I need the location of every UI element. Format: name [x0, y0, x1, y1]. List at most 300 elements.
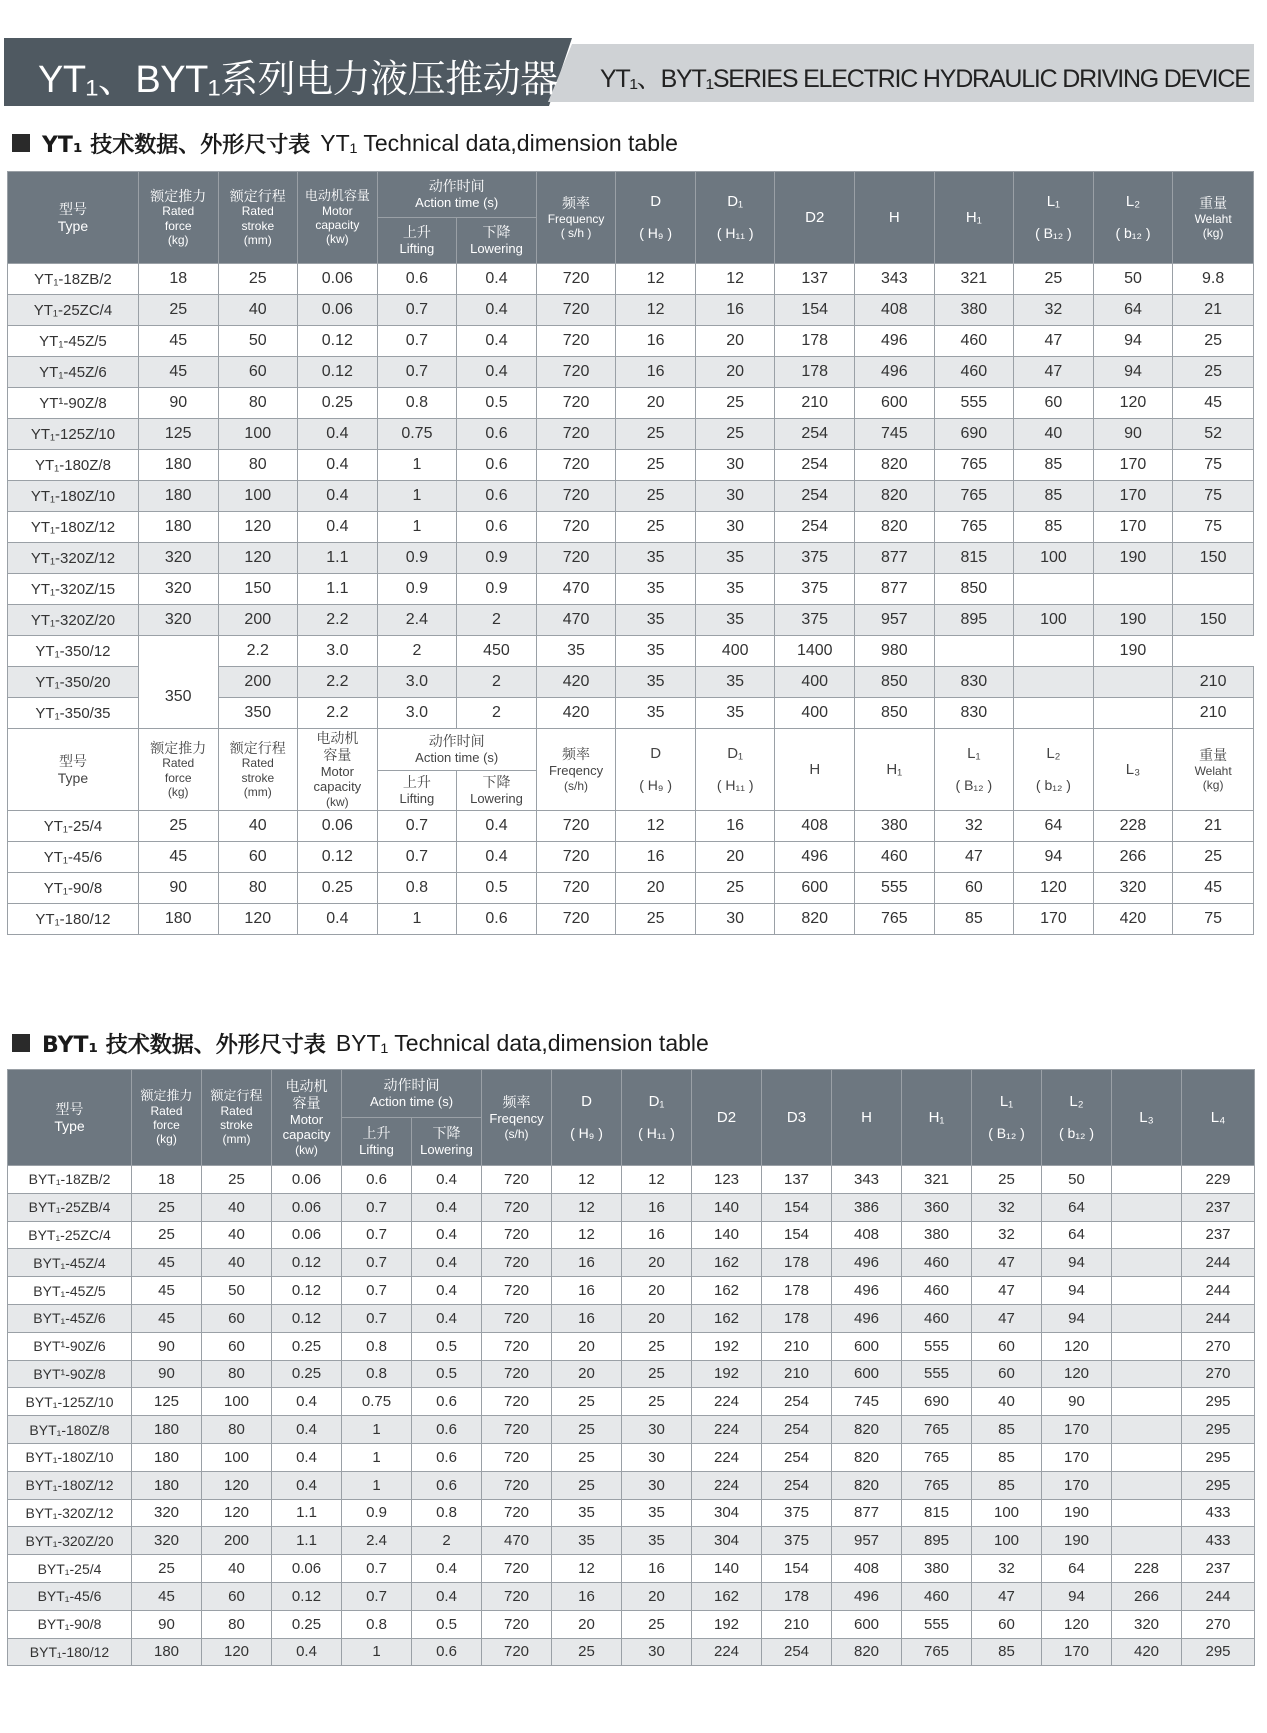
model-cell: YT₁-45Z/5 [8, 326, 139, 357]
hdr-tol: ( b₁₂ ) [1115, 225, 1151, 242]
hdr-tol: ( b₁₂ ) [1058, 1125, 1095, 1142]
hdr-sym: D2 [805, 208, 825, 226]
hdr-tol: ( B₁₂ ) [955, 777, 993, 794]
table-cell: 50 [1093, 264, 1173, 295]
table-cell: 64 [1042, 1221, 1112, 1249]
table-cell: 460 [902, 1249, 972, 1277]
table-cell: 25 [622, 1388, 692, 1416]
table-cell: 850 [855, 698, 935, 729]
table-cell: 0.06 [298, 295, 378, 326]
table-cell [1014, 667, 1094, 698]
table-cell: 150 [1173, 605, 1254, 636]
table-cell: 170 [1014, 904, 1094, 935]
hdr-tol: ( B₁₂ ) [1035, 225, 1072, 242]
hdr-unit: (mm) [243, 785, 272, 800]
table-cell: 720 [536, 873, 616, 904]
table-cell: 0.4 [272, 1388, 342, 1416]
hdr-tol: ( H₁₁ ) [638, 1125, 675, 1142]
yt-technical-table [7, 171, 1254, 935]
table-cell: 12 [616, 811, 696, 842]
table-cell: 0.7 [377, 295, 457, 326]
header-l2 [1042, 1070, 1112, 1166]
hdr-cn: 额定行程 [229, 187, 286, 204]
table-row [8, 1304, 1255, 1332]
yt-header2-row [8, 729, 1254, 771]
table-cell: 1 [377, 904, 457, 935]
table-cell: 720 [536, 357, 616, 388]
table-cell: 180 [132, 1416, 202, 1444]
table-row [8, 264, 1254, 295]
table-cell: 765 [902, 1471, 972, 1499]
table-cell: 2 [377, 636, 457, 667]
hdr-cn: 动作时间 [383, 1077, 440, 1094]
hdr-cn: 频率 [562, 746, 591, 763]
table-cell: 254 [775, 481, 855, 512]
table-cell: 180 [132, 1638, 202, 1666]
table-cell: 2.4 [342, 1527, 412, 1555]
table-cell: 40 [202, 1221, 272, 1249]
table-cell: 765 [855, 904, 935, 935]
table-cell: 0.9 [377, 543, 457, 574]
table-cell: 0.4 [457, 811, 537, 842]
table-cell: 254 [775, 512, 855, 543]
table-cell: 75 [1173, 450, 1254, 481]
table-cell: 600 [775, 873, 855, 904]
byt-heading-cn: BYT₁ 技术数据、外形尺寸表 [42, 1032, 326, 1058]
table-row [8, 636, 1254, 667]
table-cell: 30 [622, 1416, 692, 1444]
table-cell: 224 [692, 1416, 762, 1444]
hdr-en: Motor [322, 203, 353, 218]
table-cell: 200 [202, 1527, 272, 1555]
table-cell [1112, 1193, 1182, 1221]
table-cell: 765 [934, 450, 1014, 481]
model-cell: YT₁-90/8 [8, 873, 139, 904]
table-cell: 420 [1093, 904, 1173, 935]
table-row [8, 1638, 1255, 1666]
table-cell: 25 [552, 1638, 622, 1666]
table-cell: 12 [622, 1166, 692, 1194]
table-cell: 180 [138, 450, 218, 481]
table-cell: 20 [695, 326, 775, 357]
hdr-type-cn: 型号 [58, 200, 87, 217]
table-cell: 820 [775, 904, 855, 935]
byt-technical-table [7, 1069, 1255, 1666]
table-row [8, 605, 1254, 636]
square-bullet-icon [12, 1034, 30, 1052]
table-cell: 25 [132, 1555, 202, 1583]
table-cell: 35 [695, 698, 775, 729]
table-row [8, 326, 1254, 357]
table-cell: 180 [138, 481, 218, 512]
table-cell: 320 [138, 605, 218, 636]
table-cell: 45 [138, 357, 218, 388]
table-cell: 25 [132, 1221, 202, 1249]
table-cell: 496 [832, 1249, 902, 1277]
table-cell: 210 [762, 1332, 832, 1360]
table-cell: 600 [855, 388, 935, 419]
table-cell: 0.9 [457, 543, 537, 574]
table-cell: 765 [902, 1416, 972, 1444]
table-cell: 0.06 [272, 1166, 342, 1194]
table-cell: 30 [622, 1638, 692, 1666]
table-cell: 64 [1093, 295, 1173, 326]
table-cell: 25 [138, 295, 218, 326]
model-cell: BYT₁-45/6 [8, 1582, 132, 1610]
table-cell: 180 [132, 1443, 202, 1471]
table-cell: 350 [218, 698, 298, 729]
table-cell: 35 [552, 1527, 622, 1555]
table-cell [1112, 1277, 1182, 1305]
table-cell: 0.7 [377, 326, 457, 357]
table-cell: 270 [1182, 1332, 1255, 1360]
table-cell: 75 [1173, 481, 1254, 512]
table-cell: 40 [218, 295, 298, 326]
table-cell: 32 [972, 1221, 1042, 1249]
table-cell: 25 [695, 388, 775, 419]
table-cell: 35 [622, 1499, 692, 1527]
table-cell: 895 [902, 1527, 972, 1555]
table-cell: 228 [1112, 1555, 1182, 1583]
table-cell: 120 [1093, 388, 1173, 419]
table-cell [1112, 1527, 1182, 1555]
table-cell: 30 [695, 450, 775, 481]
table-cell: 200 [218, 667, 298, 698]
hdr-sym: L₂ [1125, 192, 1141, 210]
hdr-en: capacity [313, 779, 362, 795]
table-cell: 0.75 [377, 419, 457, 450]
table-cell: 190 [1093, 543, 1173, 574]
table-cell: 0.12 [272, 1304, 342, 1332]
table-cell: 0.6 [412, 1638, 482, 1666]
table-cell: 830 [934, 698, 1014, 729]
table-cell: 0.7 [377, 842, 457, 873]
table-cell: 408 [832, 1221, 902, 1249]
model-cell: BYT¹-90Z/6 [8, 1332, 132, 1360]
table-cell: 0.6 [342, 1166, 412, 1194]
hdr-unit: (kg) [167, 785, 189, 800]
table-cell: 0.4 [412, 1277, 482, 1305]
header-frequency [536, 172, 616, 264]
hdr-en: stroke [241, 770, 275, 785]
table-cell: 60 [972, 1610, 1042, 1638]
hdr-sym: D₁ [648, 1092, 665, 1110]
table-cell: 85 [972, 1471, 1042, 1499]
table-cell: 0.8 [412, 1499, 482, 1527]
table-cell: 0.6 [412, 1416, 482, 1444]
table-cell: 0.25 [272, 1332, 342, 1360]
hdr-en: Action time (s) [415, 750, 499, 766]
table-cell: 237 [1182, 1555, 1255, 1583]
table-cell: 25 [616, 419, 696, 450]
table-cell: 140 [692, 1193, 762, 1221]
table-cell: 2.2 [298, 605, 378, 636]
hdr-unit: (kw) [295, 1142, 318, 1157]
table-cell: 190 [1093, 605, 1173, 636]
table-cell: 343 [832, 1166, 902, 1194]
hdr-en: stroke [220, 1118, 253, 1133]
table-cell: 496 [855, 326, 935, 357]
table-cell: 178 [762, 1249, 832, 1277]
hdr-en: Type [57, 769, 89, 786]
banner-subtitle: YT₁、BYT₁SERIES ELECTRIC HYDRAULIC DRIVING DEVICE [600, 65, 1250, 93]
hdr-en: Rated [162, 756, 195, 771]
table-cell: 125 [138, 419, 218, 450]
table-cell: 90 [138, 388, 218, 419]
table-cell: 20 [552, 1332, 622, 1360]
table-cell: 400 [775, 667, 855, 698]
table-cell [1112, 1166, 1182, 1194]
table-cell: 295 [1182, 1471, 1255, 1499]
hdr-cn: 额定推力 [150, 739, 207, 756]
header-lowering [412, 1118, 482, 1166]
model-cell: YT₁-180/12 [8, 904, 139, 935]
hdr-en: Rated [162, 204, 195, 219]
table-row [8, 1360, 1255, 1388]
hdr-tol: ( H₁₁ ) [716, 225, 754, 242]
table-cell: 94 [1042, 1277, 1112, 1305]
table-cell: 47 [1014, 326, 1094, 357]
hdr-cn: 下降 [482, 774, 511, 791]
table-cell: 830 [934, 667, 1014, 698]
table-cell: 0.12 [298, 842, 378, 873]
table-cell: 25 [1014, 264, 1094, 295]
hdr-cn: 动作时间 [428, 733, 485, 750]
hdr-sym: L₁ [999, 1092, 1014, 1110]
table-cell: 50 [202, 1277, 272, 1305]
table-cell: 460 [902, 1277, 972, 1305]
header-lifting [377, 218, 457, 264]
table-cell: 0.25 [298, 388, 378, 419]
model-cell: YT₁-45Z/6 [8, 357, 139, 388]
table-cell: 408 [775, 811, 855, 842]
table-cell: 45 [132, 1249, 202, 1277]
table-cell: 16 [552, 1304, 622, 1332]
table-cell: 40 [202, 1249, 272, 1277]
table-cell: 35 [536, 636, 616, 667]
table-cell: 60 [202, 1582, 272, 1610]
hdr-cn: 频率 [562, 194, 591, 211]
table-cell: 0.8 [342, 1610, 412, 1638]
table-cell: 45 [138, 326, 218, 357]
table-cell: 60 [218, 357, 298, 388]
table-row [8, 543, 1254, 574]
table-cell: 25 [1173, 326, 1254, 357]
table-cell: 47 [1014, 357, 1094, 388]
table-cell: 254 [762, 1471, 832, 1499]
table-cell: 25 [622, 1332, 692, 1360]
table-cell: 120 [1042, 1610, 1112, 1638]
table-cell: 0.75 [342, 1388, 412, 1416]
table-cell: 12 [616, 264, 696, 295]
hdr-sym: L₃ [1139, 1108, 1154, 1126]
table-cell: 12 [552, 1555, 622, 1583]
table-cell: 555 [902, 1332, 972, 1360]
table-cell: 0.8 [342, 1360, 412, 1388]
table-cell: 720 [482, 1332, 552, 1360]
table-cell: 850 [934, 574, 1014, 605]
table-cell: 60 [218, 842, 298, 873]
hdr-cn: 额定推力 [150, 187, 207, 204]
table-cell: 375 [775, 605, 855, 636]
table-cell: 470 [536, 605, 616, 636]
table-cell: 720 [536, 904, 616, 935]
table-cell: 25 [552, 1443, 622, 1471]
header-l4 [1182, 1070, 1255, 1166]
table-cell: 470 [536, 574, 616, 605]
model-cell: BYT₁-125Z/10 [8, 1388, 132, 1416]
table-cell [1112, 1249, 1182, 1277]
table-cell: 820 [855, 512, 935, 543]
table-cell: 90 [1093, 419, 1173, 450]
table-row [8, 450, 1254, 481]
table-cell: 25 [1173, 357, 1254, 388]
table-cell: 460 [855, 842, 935, 873]
hdr-sym: L₁ [1046, 192, 1061, 210]
table-cell: 25 [616, 904, 696, 935]
hdr-en: force [153, 1118, 180, 1133]
table-cell: 154 [762, 1221, 832, 1249]
table-cell: 820 [832, 1416, 902, 1444]
table-cell [1112, 1304, 1182, 1332]
hdr-cn: 容量 [292, 1094, 321, 1111]
table-cell: 690 [934, 419, 1014, 450]
table-cell: 850 [855, 667, 935, 698]
table-cell: 16 [616, 842, 696, 873]
table-cell: 75 [1173, 512, 1254, 543]
table-cell: 720 [482, 1388, 552, 1416]
table-cell: 0.4 [272, 1443, 342, 1471]
table-cell: 0.06 [272, 1221, 342, 1249]
byt-table-body [8, 1166, 1255, 1666]
table-cell: 765 [902, 1638, 972, 1666]
table-cell: 40 [972, 1388, 1042, 1416]
table-cell: 224 [692, 1388, 762, 1416]
table-cell: 270 [1182, 1360, 1255, 1388]
table-cell: 85 [934, 904, 1014, 935]
table-cell: 720 [536, 811, 616, 842]
header-type [8, 172, 139, 264]
hdr-unit: (kg) [167, 233, 189, 248]
table-cell: 90 [132, 1332, 202, 1360]
table-cell: 35 [616, 667, 696, 698]
table-cell: 90 [1042, 1388, 1112, 1416]
table-cell: 60 [202, 1304, 272, 1332]
table-cell: 0.6 [457, 904, 537, 935]
table-cell: 295 [1182, 1443, 1255, 1471]
table-cell: 64 [1042, 1193, 1112, 1221]
table-cell: 0.8 [342, 1332, 412, 1360]
table-cell: 170 [1093, 512, 1173, 543]
table-cell: 18 [138, 264, 218, 295]
table-cell: 154 [775, 295, 855, 326]
table-cell: 120 [218, 904, 298, 935]
table-cell: 30 [695, 512, 775, 543]
table-cell: 45 [132, 1304, 202, 1332]
hdr-en: Action time (s) [369, 1094, 454, 1110]
table-cell: 94 [1093, 326, 1173, 357]
table-cell: 0.06 [272, 1555, 342, 1583]
table-cell: 60 [202, 1332, 272, 1360]
table-row [8, 1416, 1255, 1444]
table-cell: 877 [855, 543, 935, 574]
model-cell: BYT₁-320Z/12 [8, 1499, 132, 1527]
table-cell: 460 [934, 357, 1014, 388]
model-cell: BYT₁-45Z/6 [8, 1304, 132, 1332]
hdr-type-en: Type [57, 217, 89, 234]
table-cell: 120 [202, 1499, 272, 1527]
table-cell: 720 [536, 842, 616, 873]
hdr-sym: D3 [786, 1108, 807, 1126]
table-cell: 320 [132, 1527, 202, 1555]
table-cell: 75 [1173, 904, 1254, 935]
header-h [832, 1070, 902, 1166]
hdr-unit: (kg) [156, 1132, 177, 1147]
table-cell: 0.4 [412, 1582, 482, 1610]
table-cell: 35 [616, 605, 696, 636]
table-cell: 30 [695, 481, 775, 512]
table-cell: 2.4 [377, 605, 457, 636]
table-cell: 765 [934, 481, 1014, 512]
table-cell: 210 [775, 388, 855, 419]
table-cell: 820 [855, 481, 935, 512]
table-cell: 0.4 [298, 419, 378, 450]
table-cell: 386 [832, 1193, 902, 1221]
table-cell: 720 [536, 481, 616, 512]
header-h1 [934, 172, 1014, 264]
table-cell: 957 [832, 1527, 902, 1555]
table-cell: 720 [482, 1166, 552, 1194]
table-row [8, 1499, 1255, 1527]
table-cell: 0.9 [377, 574, 457, 605]
model-cell: BYT₁-180/12 [8, 1638, 132, 1666]
table-cell: 254 [762, 1416, 832, 1444]
table-cell: 2.2 [218, 636, 298, 667]
hdr-en: Rated [241, 204, 274, 219]
table-cell: 2 [457, 698, 537, 729]
table-cell: 720 [536, 295, 616, 326]
table-cell: 30 [695, 904, 775, 935]
table-cell: 244 [1182, 1304, 1255, 1332]
table-cell: 408 [855, 295, 935, 326]
table-cell: 1 [377, 481, 457, 512]
table-row [8, 1471, 1255, 1499]
header-weight [1173, 729, 1254, 811]
table-cell: 12 [552, 1193, 622, 1221]
table-cell: 80 [218, 450, 298, 481]
table-cell: 380 [902, 1221, 972, 1249]
hdr-sym: L₃ [1125, 760, 1141, 778]
table-cell: 555 [934, 388, 1014, 419]
table-cell [1093, 667, 1173, 698]
table-cell: 295 [1182, 1388, 1255, 1416]
table-cell: 192 [692, 1610, 762, 1638]
table-cell: 720 [536, 450, 616, 481]
table-cell: 1.1 [272, 1527, 342, 1555]
table-cell: 100 [218, 419, 298, 450]
table-cell: 20 [552, 1610, 622, 1638]
table-cell: 1 [342, 1471, 412, 1499]
table-cell: 3.0 [298, 636, 378, 667]
table-cell: 210 [1173, 698, 1254, 729]
table-cell: 720 [482, 1277, 552, 1305]
hdr-unit: (kg) [1202, 777, 1224, 792]
table-cell: 120 [1042, 1332, 1112, 1360]
hdr-tol: ( H₁₁ ) [716, 777, 754, 794]
model-cell: BYT₁-320Z/20 [8, 1527, 132, 1555]
hdr-en: Lifting [399, 791, 435, 807]
table-cell: 720 [536, 419, 616, 450]
